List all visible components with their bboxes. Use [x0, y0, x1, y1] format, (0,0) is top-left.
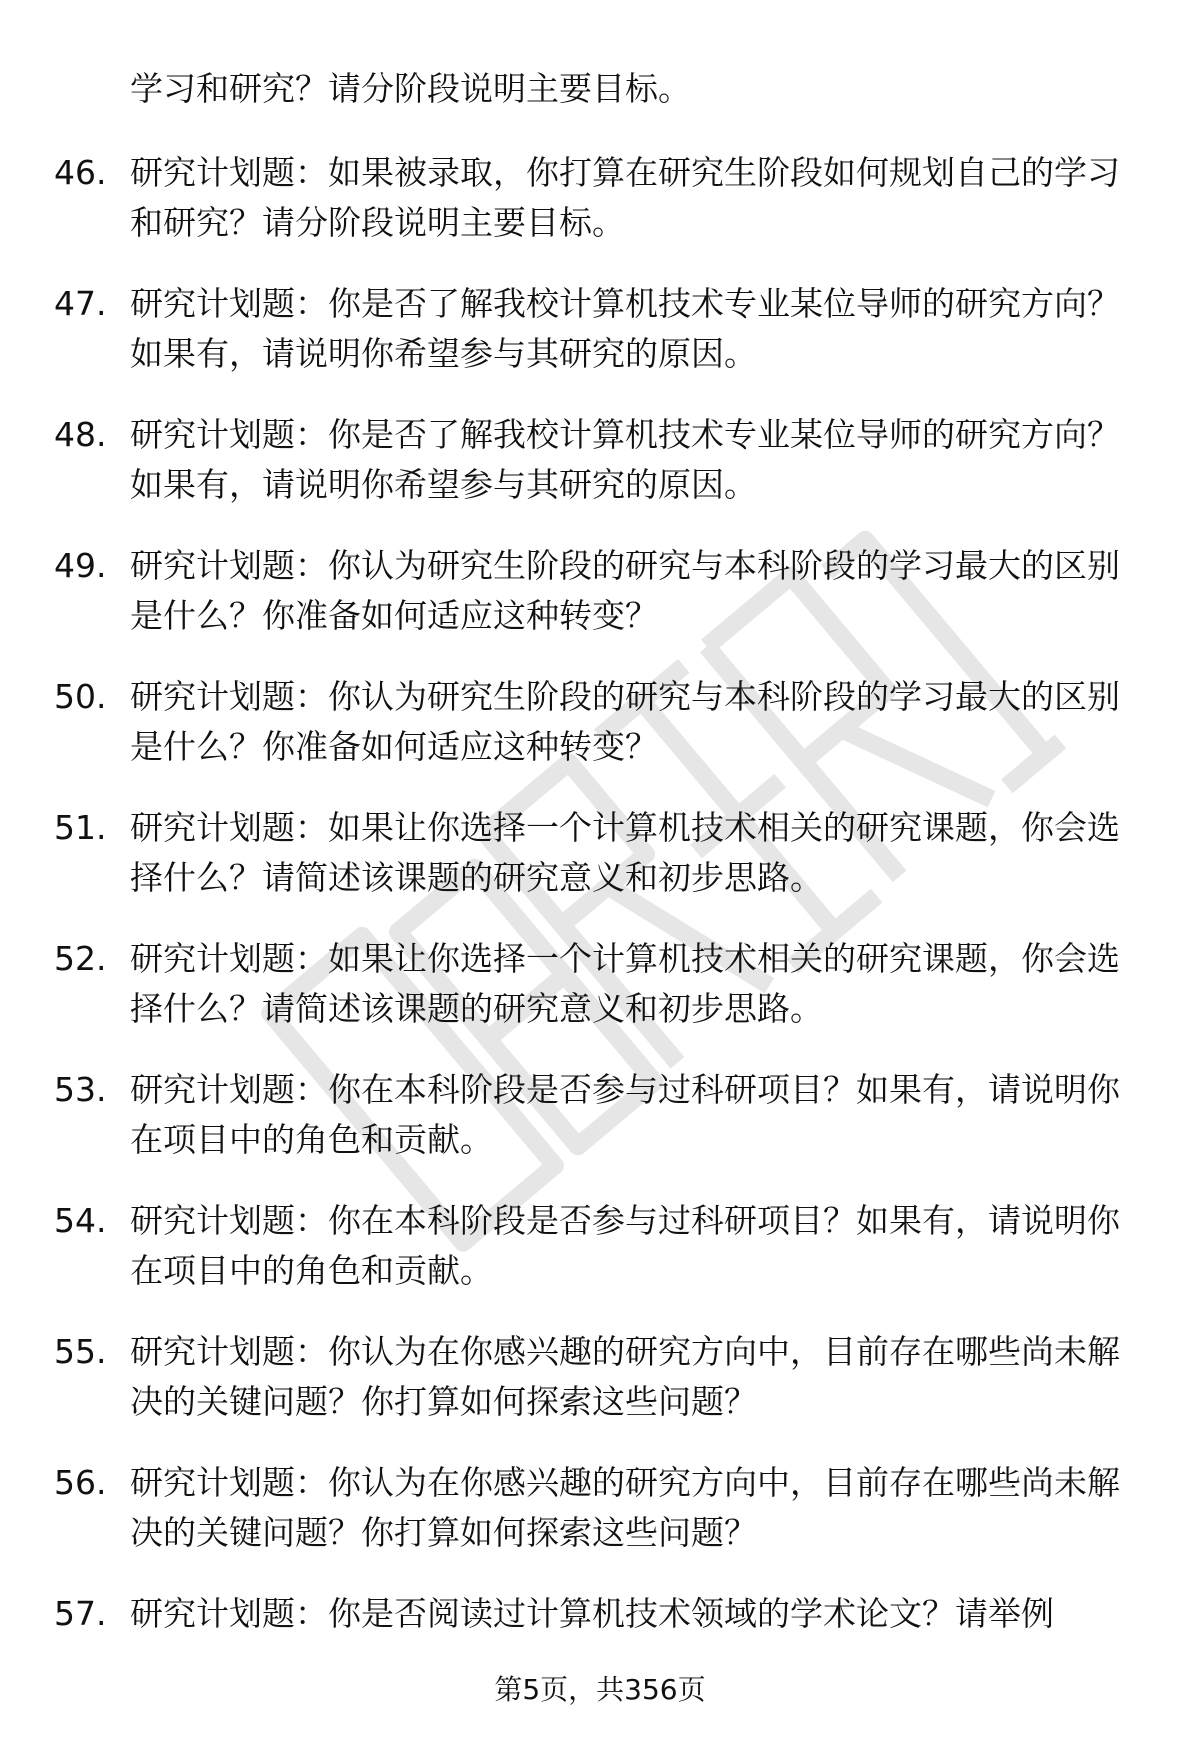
question-item	[0, 1196, 1200, 1327]
question-number: 52.	[54, 939, 107, 978]
question-item	[0, 803, 1200, 934]
question-number: 46.	[54, 153, 107, 192]
question-text: 研究计划题：如果让你选择一个计算机技术相关的研究课题，你会选择什么？请简述该课题的研究意义和初步思路。	[130, 808, 1120, 897]
question-item	[0, 1065, 1200, 1196]
continuation-text: 学习和研究？请分阶段说明主要目标。	[130, 69, 691, 108]
question-text: 研究计划题：如果被录取，你打算在研究生阶段如何规划自己的学习和研究？请分阶段说明主要目标。	[130, 153, 1120, 242]
question-text: 研究计划题：你是否了解我校计算机技术专业某位导师的研究方向？如果有，请说明你希望参与其研究的原因。	[130, 284, 1120, 373]
question-number: 54.	[54, 1201, 107, 1240]
question-number: 47.	[54, 284, 107, 323]
question-item	[0, 672, 1200, 803]
question-text: 研究计划题：你在本科阶段是否参与过科研项目？如果有，请说明你在项目中的角色和贡献。	[130, 1070, 1120, 1159]
question-text: 研究计划题：如果让你选择一个计算机技术相关的研究课题，你会选择什么？请简述该课题的研究意义和初步思路。	[130, 939, 1120, 1028]
question-text: 研究计划题：你认为在你感兴趣的研究方向中，目前存在哪些尚未解决的关键问题？你打算如何探索这些问题？	[130, 1463, 1120, 1552]
question-item	[0, 279, 1200, 410]
question-number: 57.	[54, 1594, 107, 1633]
question-item	[0, 934, 1200, 1065]
question-number: 55.	[54, 1332, 107, 1371]
question-item	[0, 410, 1200, 541]
question-text: 研究计划题：你认为研究生阶段的研究与本科阶段的学习最大的区别是什么？你准备如何适应这种转变？	[130, 677, 1120, 766]
question-item	[0, 541, 1200, 672]
question-number: 49.	[54, 546, 107, 585]
question-number: 56.	[54, 1463, 107, 1502]
question-item	[0, 1458, 1200, 1589]
question-item	[0, 1327, 1200, 1458]
question-text: 研究计划题：你是否阅读过计算机技术领域的学术论文？请举例	[130, 1594, 1054, 1633]
page-footer: 第5页，共356页	[494, 1673, 706, 1706]
question-number: 51.	[54, 808, 107, 847]
question-item	[0, 148, 1200, 279]
question-text: 研究计划题：你认为研究生阶段的研究与本科阶段的学习最大的区别是什么？你准备如何适应这种转变？	[130, 546, 1120, 635]
question-list	[0, 148, 1200, 1720]
question-number: 48.	[54, 415, 107, 454]
question-text: 研究计划题：你在本科阶段是否参与过科研项目？如果有，请说明你在项目中的角色和贡献。	[130, 1201, 1120, 1290]
question-number: 50.	[54, 677, 107, 716]
question-number: 53.	[54, 1070, 107, 1109]
question-text: 研究计划题：你认为在你感兴趣的研究方向中，目前存在哪些尚未解决的关键问题？你打算如何探索这些问题？	[130, 1332, 1120, 1421]
question-text: 研究计划题：你是否了解我校计算机技术专业某位导师的研究方向？如果有，请说明你希望参与其研究的原因。	[130, 415, 1120, 504]
